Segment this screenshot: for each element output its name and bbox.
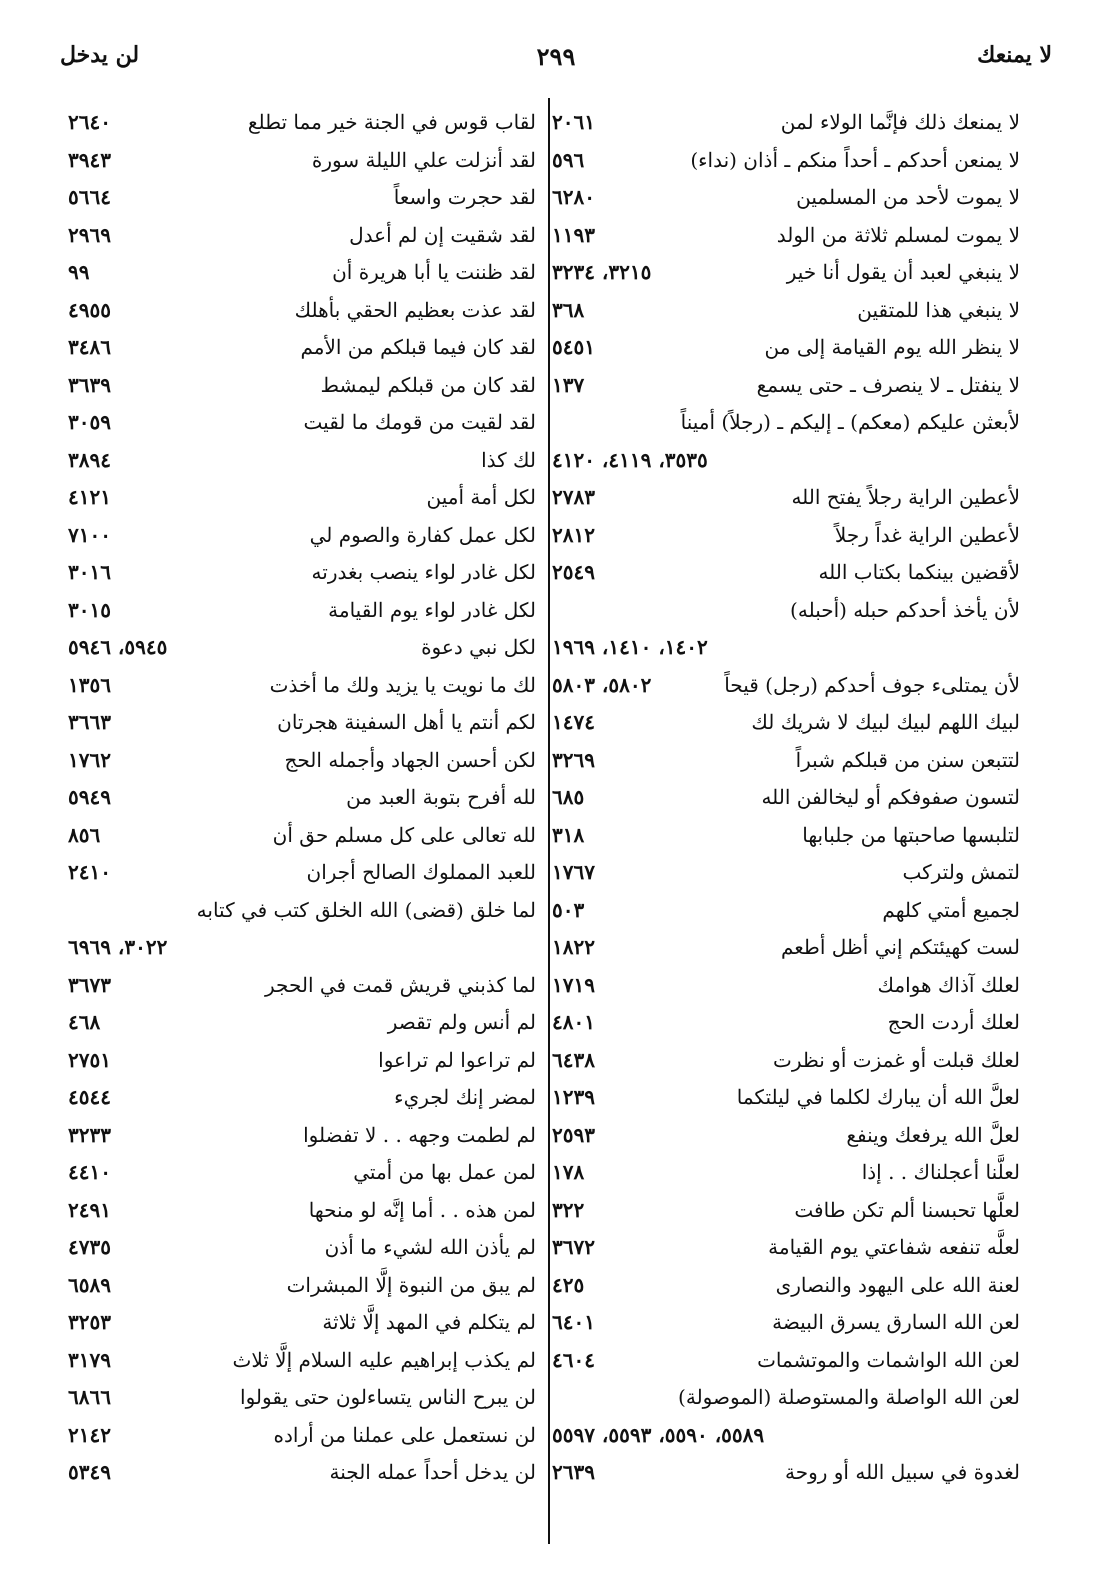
entry-hadith-numbers: ٢٦٤٠	[68, 110, 111, 134]
entry-text: لم أنس ولم تقصر	[387, 1010, 536, 1034]
entry-text: لما كذبني قريش قمت في الحجر	[265, 972, 536, 997]
index-entry	[68, 742, 536, 780]
index-entry	[552, 1342, 1020, 1380]
index-entry	[68, 967, 536, 1005]
entry-text: للعبد المملوك الصالح أجران	[306, 860, 536, 884]
entry-hadith-numbers: ١١٩٣	[552, 222, 595, 247]
index-entry	[68, 1079, 536, 1117]
entry-text: لقد ظننت يا أبا هريرة أن	[332, 260, 536, 284]
entry-text: لعن الله الواشمات والموتشمات	[757, 1347, 1020, 1372]
entry-hadith-numbers: ٢٥٩٣	[552, 1122, 595, 1147]
entry-text: لعلَّ الله يرفعك وينفع	[846, 1122, 1020, 1147]
entry-text: لعلَّها تحبسنا ألم تكن طافت	[794, 1197, 1020, 1222]
entry-text: لأعطين الراية رجلاً يفتح الله	[791, 485, 1020, 509]
entry-hadith-numbers: ٥٦٦٤	[68, 185, 111, 209]
entry-text: لكم أنتم يا أهل السفينة هجرتان	[277, 710, 536, 734]
index-entry	[68, 1417, 536, 1455]
entry-hadith-numbers: ٤٩٥٥	[68, 297, 111, 322]
entry-hadith-numbers: ١٣٧	[552, 372, 585, 397]
index-entry	[552, 554, 1020, 592]
entry-text: لقد كان فيما قبلكم من الأمم	[300, 335, 536, 359]
index-entry	[68, 254, 536, 292]
index-entry	[68, 517, 536, 555]
index-entry	[552, 1154, 1020, 1192]
entry-hadith-numbers: ٢٦٣٩	[552, 1460, 595, 1484]
entry-hadith-numbers: ٥٩٦	[552, 147, 585, 172]
entry-hadith-numbers: ٢٨١٢	[552, 522, 595, 547]
entry-text: لعلَّ الله أن يبارك لكلما في ليلتكما	[736, 1085, 1020, 1109]
index-entry	[68, 367, 536, 405]
left-column-index	[68, 104, 536, 1492]
entry-text: لم لطمت وجهه . . لا تفضلوا	[303, 1122, 536, 1147]
entry-text: لقد لقيت من قومك ما لقيت	[303, 410, 536, 434]
index-entry	[68, 1192, 536, 1230]
index-entry	[552, 142, 1020, 180]
index-entry	[68, 1229, 536, 1267]
entry-hadith-numbers: ٥٠٣	[552, 897, 585, 922]
entry-text: لتتبعن سنن من قبلكم شبراً	[795, 747, 1020, 772]
entry-text: لقد حجرت واسعاً	[393, 185, 536, 209]
entry-hadith-numbers: ٦٢٨٠	[552, 185, 595, 209]
entry-text: لست كهيئتكم إني أظل أطعم	[780, 935, 1020, 959]
entry-text: لأعطين الراية غداً رجلاً	[834, 522, 1020, 547]
index-entry	[552, 179, 1020, 217]
entry-hadith-numbers: ١٧٨	[552, 1160, 585, 1184]
index-entry	[68, 779, 536, 817]
entry-text: لكل عمل كفارة والصوم لي	[309, 522, 536, 547]
entry-hadith-numbers: ٥٩٤٥، ٥٩٤٦	[68, 635, 168, 659]
index-entry	[68, 104, 536, 142]
entry-hadith-numbers: ٣٢٣٣	[68, 1122, 111, 1147]
entry-hadith-numbers: ٣١٨	[552, 822, 585, 847]
index-entry	[68, 929, 536, 967]
entry-text: لن يبرح الناس يتساءلون حتى يقولوا	[240, 1385, 536, 1409]
entry-text: لك ما نويت يا يزيد ولك ما أخذت	[269, 672, 536, 697]
entry-hadith-numbers: ٥٩٤٩	[68, 785, 111, 809]
entry-hadith-numbers: ٤٥٤٤	[68, 1085, 111, 1109]
entry-text: لك كذا	[481, 447, 536, 472]
running-header	[60, 42, 1052, 82]
index-entry	[552, 517, 1020, 555]
index-entry	[552, 254, 1020, 292]
entry-text: لا يموت لمسلم ثلاثة من الولد	[776, 222, 1020, 247]
index-entry	[552, 592, 1020, 630]
entry-text: لأقضين بينكما بكتاب الله	[818, 560, 1020, 584]
index-entry	[552, 104, 1020, 142]
index-entry	[68, 1154, 536, 1192]
column-divider	[548, 98, 550, 1544]
index-entry	[552, 704, 1020, 742]
entry-text: لا ينظر الله يوم القيامة إلى من	[764, 335, 1020, 359]
index-entry	[552, 892, 1020, 930]
index-entry	[68, 1454, 536, 1492]
index-entry	[552, 817, 1020, 855]
entry-text: لعلك أردت الحج	[887, 1010, 1020, 1034]
index-entry	[552, 217, 1020, 255]
entry-hadith-numbers: ٣٢٢	[552, 1197, 585, 1222]
entry-hadith-numbers: ٢٩٦٩	[68, 222, 111, 247]
entry-hadith-numbers: ١٤٠٢، ١٤١٠، ١٩٦٩	[552, 635, 708, 659]
entry-hadith-numbers: ٣٤٨٦	[68, 335, 111, 359]
entry-hadith-numbers: ٤٨٠١	[552, 1010, 595, 1034]
entry-hadith-numbers: ٣٢١٥، ٣٢٣٤	[552, 260, 652, 284]
entry-hadith-numbers: ١٢٣٩	[552, 1085, 595, 1109]
entry-hadith-numbers: ٣٠٥٩	[68, 410, 111, 434]
index-entry	[552, 967, 1020, 1005]
index-entry	[68, 1004, 536, 1042]
entry-hadith-numbers: ٩٩	[68, 260, 90, 284]
index-entry	[68, 404, 536, 442]
index-entry	[552, 1454, 1020, 1492]
index-entry	[552, 742, 1020, 780]
entry-text: لعن الله السارق يسرق البيضة	[772, 1310, 1020, 1334]
index-entry	[68, 142, 536, 180]
index-entry	[68, 1342, 536, 1380]
index-entry	[552, 1417, 1020, 1455]
entry-text: لا ينبغي هذا للمتقين	[857, 297, 1020, 322]
index-entry	[68, 217, 536, 255]
entry-text: لا يمنعن أحدكم ـ أحداً منكم ـ أذان (نداء)	[690, 147, 1020, 172]
index-entry	[68, 554, 536, 592]
entry-hadith-numbers: ٤٦٠٤	[552, 1347, 595, 1372]
entry-hadith-numbers: ٦٨٦٦	[68, 1385, 111, 1409]
entry-hadith-numbers: ١٣٥٦	[68, 672, 111, 697]
entry-text: لقاب قوس في الجنة خير مما تطلع	[247, 110, 536, 134]
index-entry	[552, 779, 1020, 817]
entry-hadith-numbers: ٣٦٨	[552, 297, 585, 322]
index-entry	[68, 592, 536, 630]
index-entry	[68, 817, 536, 855]
entry-text: لم تراعوا لم تراعوا	[378, 1047, 536, 1072]
entry-hadith-numbers: ١٨٢٢	[552, 935, 595, 959]
index-entry	[68, 704, 536, 742]
entry-hadith-numbers: ٦٨٥	[552, 785, 585, 809]
index-entry	[552, 1304, 1020, 1342]
entry-text: لا ينبغي لعبد أن يقول أنا خير	[786, 260, 1020, 284]
index-entry	[552, 404, 1020, 442]
entry-text: لا يموت لأحد من المسلمين	[796, 185, 1020, 209]
index-entry	[552, 1042, 1020, 1080]
entry-hadith-numbers: ٥٥٨٩، ٥٥٩٠، ٥٥٩٣، ٥٥٩٧	[552, 1422, 765, 1447]
entry-text: لكن أحسن الجهاد وأجمله الحج	[284, 747, 536, 772]
entry-text: لن يدخل أحداً عمله الجنة	[329, 1460, 536, 1484]
index-entry	[552, 1117, 1020, 1155]
entry-hadith-numbers: ٤٧٣٥	[68, 1235, 111, 1259]
entry-text: لم يبق من النبوة إلَّا المبشرات	[286, 1272, 536, 1297]
entry-text: لمن هذه . . أما إنَّه لو منحها	[308, 1197, 536, 1222]
entry-hadith-numbers: ١٧١٩	[552, 972, 595, 997]
index-entry	[552, 292, 1020, 330]
header-right-keyword: لا يمنعك	[977, 42, 1052, 68]
entry-hadith-numbers: ٣٩٤٣	[68, 147, 111, 172]
index-entry	[552, 479, 1020, 517]
entry-hadith-numbers: ٢٥٤٩	[552, 560, 595, 584]
entry-hadith-numbers: ٣٦٧٣	[68, 972, 111, 997]
index-entry	[68, 329, 536, 367]
entry-text: لن نستعمل على عملنا من أراده	[273, 1422, 536, 1447]
index-entry	[68, 629, 536, 667]
entry-hadith-numbers: ٤٦٨	[68, 1010, 101, 1034]
index-entry	[68, 179, 536, 217]
index-entry	[552, 442, 1020, 480]
header-left-keyword: لن يدخل	[60, 42, 140, 68]
index-entry	[68, 1117, 536, 1155]
entry-hadith-numbers: ٣٠١٦	[68, 560, 111, 584]
entry-hadith-numbers: ٣٨٩٤	[68, 447, 111, 472]
index-entry	[68, 892, 536, 930]
entry-text: لعن الله الواصلة والمستوصلة (الموصولة)	[678, 1385, 1020, 1409]
index-entry	[552, 1229, 1020, 1267]
entry-text: لقد أنزلت علي الليلة سورة	[311, 147, 536, 172]
entry-hadith-numbers: ٣٥٣٥، ٤١١٩، ٤١٢٠	[552, 447, 708, 472]
index-entry	[68, 442, 536, 480]
entry-text: لأبعثن عليكم (معكم) ـ إليكم ـ (رجلاً) أميناً	[680, 410, 1020, 434]
entry-hadith-numbers: ٦٥٨٩	[68, 1272, 111, 1297]
right-column-index	[552, 104, 1020, 1492]
index-entry	[68, 1304, 536, 1342]
index-entry	[552, 929, 1020, 967]
index-entry	[552, 1267, 1020, 1305]
page-number: ٢٩٩	[536, 42, 576, 71]
entry-hadith-numbers: ٢٧٥١	[68, 1047, 111, 1072]
entry-text: لبيك اللهم لبيك لبيك لا شريك لك	[751, 710, 1020, 734]
entry-text: لعنة الله على اليهود والنصارى	[775, 1272, 1020, 1297]
entry-hadith-numbers: ٥٤٥١	[552, 335, 595, 359]
index-entry	[552, 1079, 1020, 1117]
entry-text: لكل نبي دعوة	[421, 635, 536, 659]
index-entry	[68, 1379, 536, 1417]
entry-text: لمن عمل بها من أمتي	[353, 1160, 536, 1184]
entry-text: لله أفرح بتوبة العبد من	[346, 785, 536, 809]
index-entry	[552, 854, 1020, 892]
entry-text: لعلك آذاك هوامك	[877, 972, 1020, 997]
index-entry	[552, 1004, 1020, 1042]
entry-text: لقد كان من قبلكم ليمشط	[320, 372, 536, 397]
entry-hadith-numbers: ٤٤١٠	[68, 1160, 111, 1184]
entry-text: لما خلق (قضى) الله الخلق كتب في كتابه	[196, 897, 536, 922]
index-entry	[552, 667, 1020, 705]
entry-text: لأن يأخذ أحدكم حبله (أحبله)	[790, 597, 1020, 622]
entry-hadith-numbers: ٤١٢١	[68, 485, 111, 509]
entry-hadith-numbers: ٦٤٠١	[552, 1310, 595, 1334]
entry-hadith-numbers: ٢٧٨٣	[552, 485, 595, 509]
entry-hadith-numbers: ٢٤١٠	[68, 860, 111, 884]
index-entry	[68, 1267, 536, 1305]
entry-hadith-numbers: ٣٢٥٣	[68, 1310, 111, 1334]
entry-text: لم يكذب إبراهيم عليه السلام إلَّا ثلاث	[232, 1347, 536, 1372]
entry-hadith-numbers: ٦٤٣٨	[552, 1047, 595, 1072]
index-entry	[68, 292, 536, 330]
entry-text: لعلك قبلت أو غمزت أو نظرت	[772, 1047, 1020, 1072]
entry-hadith-numbers: ١٤٧٤	[552, 710, 595, 734]
index-entry	[68, 1042, 536, 1080]
index-entry	[552, 329, 1020, 367]
index-entry	[68, 854, 536, 892]
entry-text: لقد عذت بعظيم الحقي بأهلك	[294, 297, 536, 322]
index-entry	[552, 367, 1020, 405]
entry-text: لكل غادر لواء ينصب بغدرته	[311, 560, 536, 584]
entry-text: لا ينفتل ـ لا ينصرف ـ حتى يسمع	[756, 372, 1020, 397]
index-entry	[68, 667, 536, 705]
entry-hadith-numbers: ٣٦٣٩	[68, 372, 111, 397]
entry-hadith-numbers: ٣٢٦٩	[552, 747, 595, 772]
entry-text: لم يأذن الله لشيء ما أذن	[324, 1235, 536, 1259]
entry-text: لعلَّه تنفعه شفاعتي يوم القيامة	[768, 1235, 1020, 1259]
index-entry	[552, 1379, 1020, 1417]
entry-text: لم يتكلم في المهد إلَّا ثلاثة	[322, 1310, 536, 1334]
entry-hadith-numbers: ٢٠٦١	[552, 110, 595, 134]
entry-text: لله تعالى على كل مسلم حق أن	[272, 822, 536, 847]
index-entry	[68, 479, 536, 517]
entry-hadith-numbers: ٣٦٦٣	[68, 710, 111, 734]
entry-text: لتسون صفوفكم أو ليخالفن الله	[761, 785, 1020, 809]
entry-hadith-numbers: ٧١٠٠	[68, 522, 111, 547]
entry-text: لعلَّنا أعجلناك . . إذا	[861, 1160, 1020, 1184]
entry-hadith-numbers: ١٧٦٧	[552, 860, 595, 884]
entry-hadith-numbers: ٥٣٤٩	[68, 1460, 111, 1484]
entry-hadith-numbers: ٤٢٥	[552, 1272, 585, 1297]
entry-hadith-numbers: ٨٥٦	[68, 822, 101, 847]
entry-hadith-numbers: ٣١٧٩	[68, 1347, 111, 1372]
entry-hadith-numbers: ٢١٤٢	[68, 1422, 111, 1447]
entry-text: لا يمنعك ذلك فإنَّما الولاء لمن	[780, 110, 1020, 134]
entry-text: لغدوة في سبيل الله أو روحة	[785, 1460, 1020, 1484]
entry-hadith-numbers: ١٧٦٢	[68, 747, 111, 772]
entry-text: لتمش ولتركب	[902, 860, 1020, 884]
entry-text: لجميع أمتي كلهم	[882, 897, 1020, 922]
entry-text: لمضر إنك لجريء	[394, 1085, 536, 1109]
index-entry	[552, 1192, 1020, 1230]
entry-text: لتلبسها صاحبتها من جلبابها	[802, 822, 1020, 847]
entry-hadith-numbers: ٥٨٠٢، ٥٨٠٣	[552, 672, 652, 697]
entry-hadith-numbers: ٣٦٧٢	[552, 1235, 595, 1259]
entry-text: لكل غادر لواء يوم القيامة	[328, 597, 536, 622]
entry-hadith-numbers: ٣٠٢٢، ٦٩٦٩	[68, 935, 168, 959]
entry-text: لأن يمتلىء جوف أحدكم (رجل) قيحاً	[724, 672, 1020, 697]
entry-hadith-numbers: ٣٠١٥	[68, 597, 111, 622]
entry-text: لقد شقيت إن لم أعدل	[349, 222, 536, 247]
entry-hadith-numbers: ٢٤٩١	[68, 1197, 111, 1222]
index-entry	[552, 629, 1020, 667]
entry-text: لكل أمة أمين	[426, 485, 536, 509]
